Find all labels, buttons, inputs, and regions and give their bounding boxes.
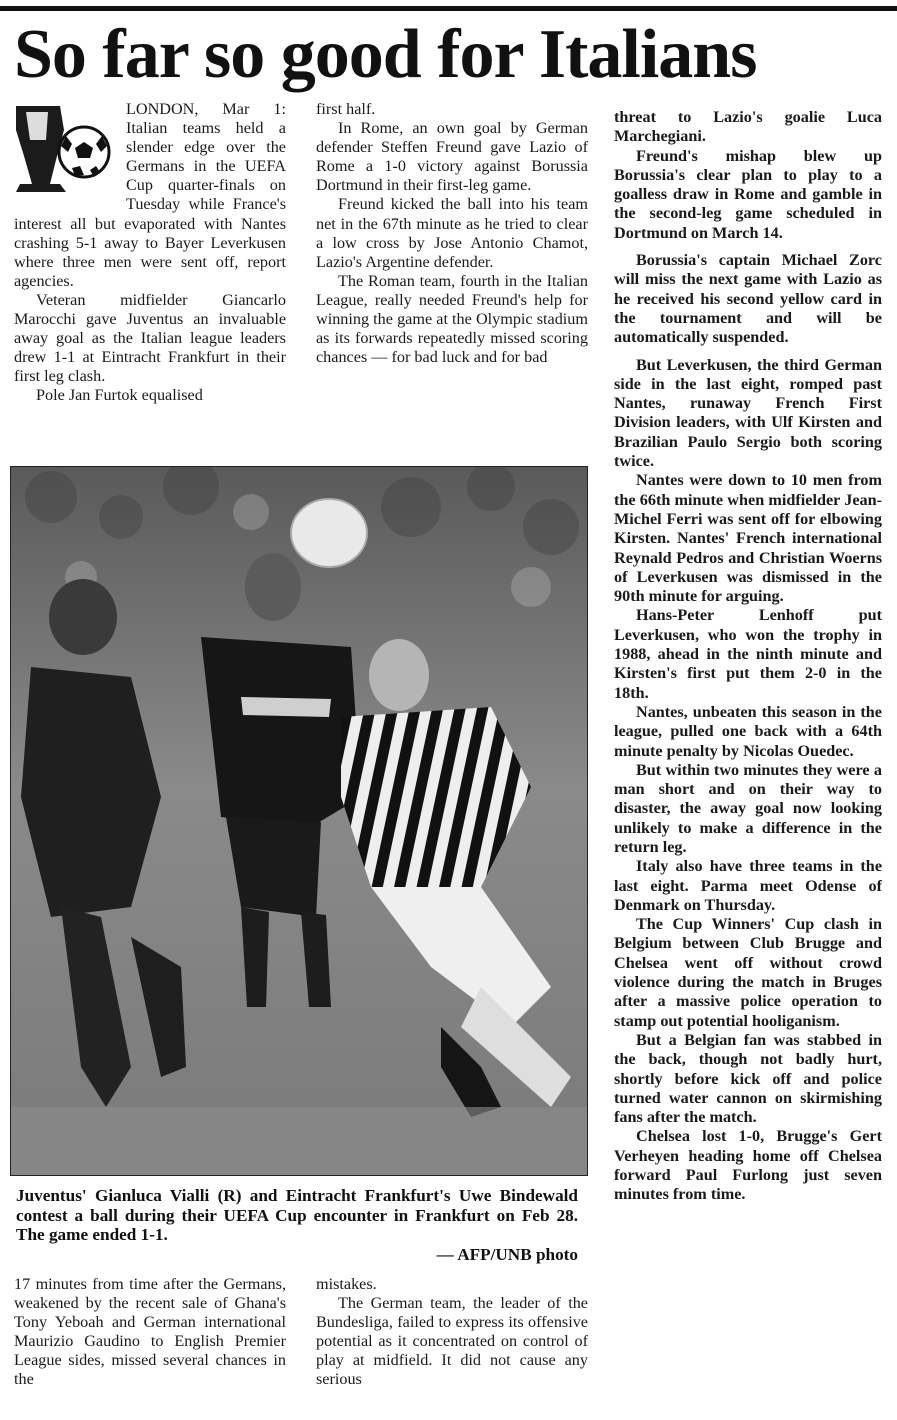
- paragraph: threat to Lazio's goalie Luca Marchegiani.: [614, 108, 882, 146]
- paragraph: Nantes were down to 10 men from the 66th minute when midfielder Jean-Michel Ferri was sent off for elbowing Kirsten. Nantes' French international Reynald Pedros and Christian Woerns of Leverkusen was dismissed in the 90th minute for arguing.: [614, 471, 882, 606]
- photo-caption: [16, 1186, 578, 1264]
- paragraph: Italy also have three teams in the last eight. Parma meet Odense of Denmark on Thursday.: [614, 857, 882, 914]
- paragraph: Nantes, unbeaten this season in the league, pulled one back with a 64th minute penalty by Nicolas Ouedec.: [614, 702, 882, 760]
- article-column-2: [316, 100, 588, 462]
- article-column-3: [614, 108, 882, 1410]
- paragraph: Hans-Peter Lenhoff put Leverkusen, who won the trophy in 1988, ahead in the ninth minute and Kirsten's first put them 2-0 in the 18th.: [614, 606, 882, 702]
- paragraph: Borussia's captain Michael Zorc will miss the next game with Lazio as he received his second yellow card in the tournament and will be automatically suspended.: [614, 251, 882, 347]
- paragraph: The Roman team, fourth in the Italian League, really needed Freund's help for winning the game at the Olympic stadium as its forwards repeatedly missed scoring chances — for bad luck and for bad: [316, 271, 588, 367]
- match-photo: [10, 466, 588, 1176]
- paragraph: But a Belgian fan was stabbed in the back, though not badly hurt, shortly before kick off and police turned water cannon on skirmishing fans after the match.: [614, 1030, 882, 1127]
- caption-text: Juventus' Gianluca Vialli (R) and Eintracht Frankfurt's Uwe Bindewald contest a ball during their UEFA Cup encounter in Frankfurt on Feb 28. The game ended 1-1.: [16, 1186, 578, 1245]
- article-column-1-bottom: [14, 1275, 286, 1415]
- paragraph: Freund's mishap blew up Borussia's clear plan to play to a goalless draw in Rome and gamble in the second-leg game scheduled in Dortmund on March 14.: [614, 146, 882, 242]
- paragraph: The German team, the leader of the Bundesliga, failed to express its offensive potential as it concentrated on control of play at midfield. It did not cause any serious: [316, 1294, 588, 1389]
- top-border: [0, 0, 897, 12]
- paragraph: But Leverkusen, the third German side in the last eight, romped past Nantes, runaway French First Division leaders, with Ulf Kirsten and Brazilian Paulo Sergio both scoring twice.: [614, 355, 882, 471]
- article-column-1: [14, 100, 286, 462]
- paragraph: LONDON, Mar 1: Italian teams held a slender edge over the Germans in the UEFA Cup quarter-finals on Tuesday while France's interest all but evaporated with Nantes crashing 5-1 away to Bayer Leverkusen where three men were sent off, report agencies.: [14, 100, 286, 290]
- paragraph: first half.: [316, 100, 376, 118]
- photo-credit: — AFP/UNB photo: [436, 1244, 578, 1264]
- football-boot-and-ball-icon: [14, 100, 112, 198]
- paragraph: 17 minutes from time after the Germans, weakened by the recent sale of Ghana's Tony Yeboah and German international Maurizio Gaudino to English Premier League sides, missed several chances in the: [14, 1275, 286, 1389]
- paragraph: mistakes.: [316, 1275, 377, 1293]
- paragraph: The Cup Winners' Cup clash in Belgium between Club Brugge and Chelsea went off without crowd violence during the match in Bruges after a massive police operation to stamp out potential hooliganism.: [614, 915, 882, 1030]
- paragraph: Freund kicked the ball into his team net in the 67th minute as he tried to clear a low cross by Jose Antonio Chamot, Lazio's Argentine defender.: [316, 195, 588, 271]
- paragraph: In Rome, an own goal by German defender Steffen Freund gave Lazio of Rome a 1-0 victory against Borussia Dortmund in their first-leg game.: [316, 119, 588, 195]
- paragraph: Chelsea lost 1-0, Brugge's Gert Verheyen heading home off Chelsea forward Paul Furlong just seven minutes from time.: [614, 1127, 882, 1204]
- paragraph: Veteran midfielder Giancarlo Marocchi gave Juventus an invaluable away goal as the Italian league leaders drew 1-1 at Eintracht Frankfurt in their first leg clash.: [14, 290, 286, 386]
- paragraph: But within two minutes they were a man short and on their way to disaster, the away goal now looking unlikely to make a difference in the return leg.: [614, 760, 882, 856]
- article-column-2-bottom: [316, 1275, 588, 1415]
- headline: So far so good for Italians: [14, 16, 757, 93]
- paragraph: Pole Jan Furtok equalised: [36, 386, 203, 405]
